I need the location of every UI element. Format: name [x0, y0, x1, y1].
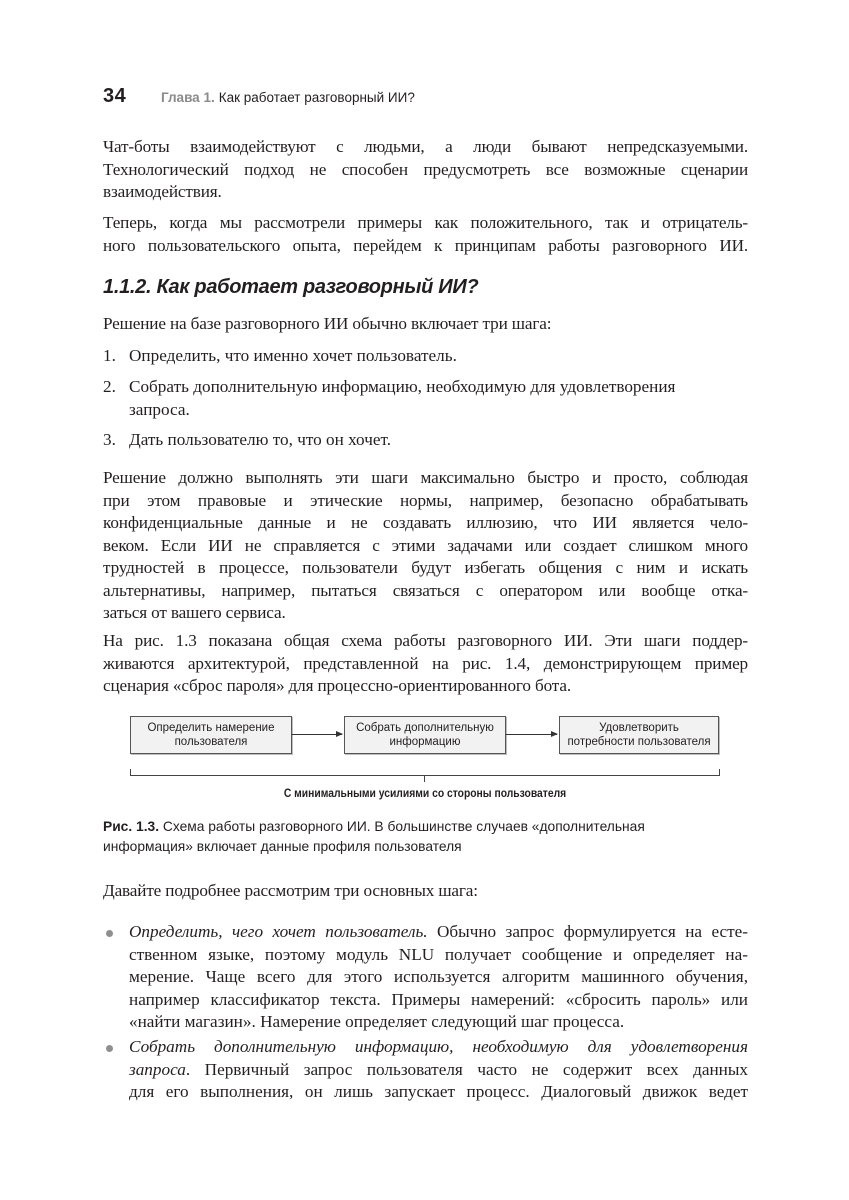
intro-paragraph-2	[103, 212, 748, 257]
section-lead	[103, 313, 748, 336]
caption-text: информация» включает данные профиля пользователя	[103, 838, 462, 854]
section-heading: 1.1.2. Как работает разговорный ИИ?	[103, 276, 479, 298]
arrow-icon	[292, 734, 342, 735]
text-line: «найти магазин». Намерение определяет следующий шаг процесса.	[129, 1012, 625, 1031]
text-line	[129, 1059, 748, 1082]
running-head	[103, 85, 415, 111]
arrow-icon	[506, 734, 557, 735]
text-line: живаются архитектурой, представленной на рис. 1.4, демонстрирующем пример	[103, 653, 748, 673]
step-number: 1.	[103, 346, 116, 365]
bullet-term: Собрать дополнительную информацию, необходимую для удовлетворения	[129, 1037, 748, 1056]
step-number: 2.	[103, 377, 116, 396]
text-line: веком. Если ИИ не справляется с этими задачами или создает слишком много	[103, 535, 748, 555]
text-line: например классификатор текста. Примеры намерений: «сбросить пароль» или	[129, 989, 748, 1009]
text-line: На рис. 1.3 показана общая схема работы разговорного ИИ. Эти шаги поддер-	[103, 631, 748, 650]
text-line: Чат-боты взаимодействуют с людьми, а люди бывают непредсказуемыми.	[103, 137, 748, 156]
chapter-label: Глава 1.	[161, 90, 215, 105]
bullet-icon	[106, 1045, 113, 1052]
step-text: Определить, что именно хочет пользователь.	[129, 346, 457, 365]
bullet-term: Определить, чего хочет пользователь.	[129, 922, 428, 941]
text-line: ственном языке, поэтому модуль NLU получает сообщение и определяет на-	[129, 944, 748, 964]
caption-text: Схема работы разговорного ИИ. В большинстве случаев «дополнительная	[162, 819, 645, 834]
brace-icon	[130, 769, 720, 776]
text-line: для его выполнения, он лишь запускает процесс. Диалоговый движок ведет	[129, 1082, 748, 1101]
brace-label: С минимальными усилиями со стороны пользователя	[283, 786, 567, 800]
text-line: Технологический подход не способен предусмотреть все возможные сценарии	[103, 159, 748, 179]
step-text	[129, 376, 748, 421]
figure-caption	[103, 817, 748, 856]
figure-1-3	[124, 712, 724, 812]
text-line: Давайте подробнее рассмотрим три основных шага:	[103, 881, 478, 900]
text-line	[129, 921, 748, 944]
paragraph-figure-ref	[103, 630, 748, 698]
text-line: заться от вашего сервиса.	[103, 603, 286, 622]
step-box-gather-info	[344, 716, 506, 754]
details-lead	[103, 880, 748, 903]
text-line: запроса.	[129, 399, 190, 419]
box-text: Определить намерение	[147, 722, 275, 734]
page-number: 34	[103, 85, 127, 107]
step-text: Дать пользователю то, что он хочет.	[129, 430, 391, 449]
text-line: Собрать дополнительную информацию, необходимую для удовлетворения	[129, 377, 676, 396]
text-line: Теперь, когда мы рассмотрели примеры как положительного, так и отрицатель-	[103, 213, 748, 232]
bullet-icon	[106, 930, 113, 937]
text-line: мерение. Чаще всего для этого используется алгоритм машинного обучения,	[129, 967, 748, 986]
chapter-title: Как работает разговорный ИИ?	[218, 90, 415, 105]
box-text: информацию	[389, 736, 461, 748]
text-line: сценария «сброс пароля» для процессно-ориентированного бота.	[103, 676, 571, 695]
intro-paragraph-1	[103, 136, 748, 204]
text-line: конфиденциальные данные и не создавать иллюзию, что ИИ является чело-	[103, 513, 748, 532]
text-line: ного пользовательского опыта, перейдем к принципам работы разговорного ИИ.	[103, 235, 748, 255]
step-box-satisfy-needs	[559, 716, 719, 754]
text-line: при этом правовые и этические нормы, например, безопасно обрабатывать	[103, 490, 748, 510]
brace-tick	[424, 775, 425, 782]
text-fragment: Обычно запрос формулируется на есте-	[427, 922, 748, 941]
box-text: Собрать дополнительную	[356, 722, 494, 734]
box-text: пользователя	[174, 736, 248, 748]
text-fragment: . Первичный запрос пользователя часто не содержит всех данных	[185, 1059, 748, 1079]
box-text: потребности пользователя	[567, 736, 711, 748]
step-box-identify-intent	[130, 716, 292, 754]
text-line: Решение должно выполнять эти шаги максимально быстро и просто, соблюдая	[103, 468, 748, 487]
paragraph-requirements	[103, 467, 748, 625]
text-line: трудностей в процессе, пользователи будут избегать общения с ним и искать	[103, 558, 748, 577]
step-number: 3.	[103, 430, 116, 449]
bullet-term: запроса	[129, 1059, 186, 1079]
text-line: взаимодействия.	[103, 182, 222, 201]
text-line	[129, 1036, 748, 1059]
text-line: альтернативы, например, пытаться связаться с оператором или вообще отка-	[103, 580, 748, 600]
text-line: Решение на базе разговорного ИИ обычно включает три шага:	[103, 314, 552, 333]
caption-label: Рис. 1.3.	[103, 819, 160, 834]
box-text: Удовлетворить	[599, 722, 679, 734]
